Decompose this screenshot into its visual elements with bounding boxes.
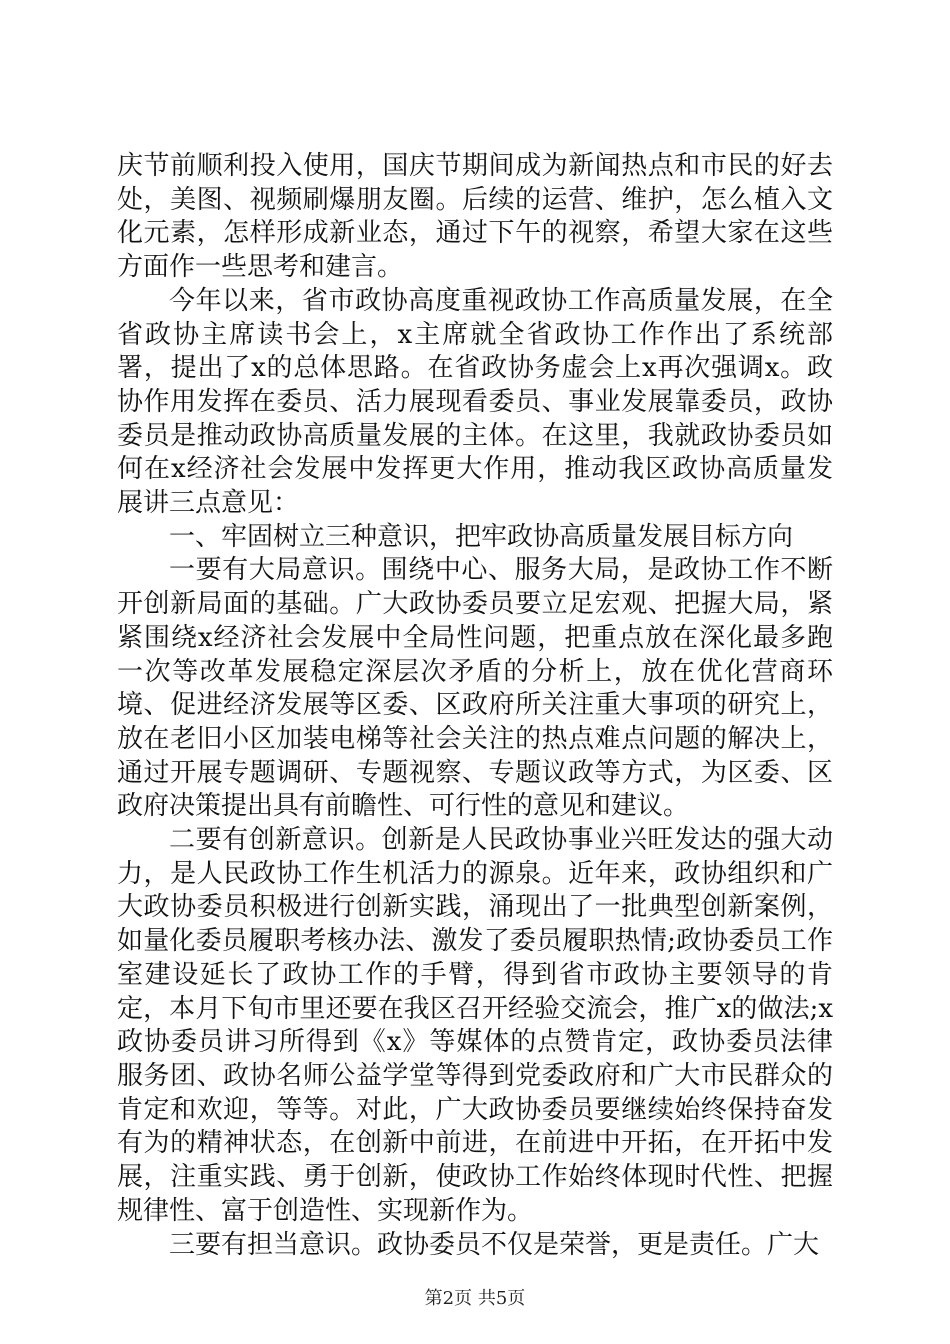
paragraph-continuation: 庆节前顺利投入使用，国庆节期间成为新闻热点和市民的好去处，美图、视频刷爆朋友圈。后续的运营、维护，怎么植入文化元素，怎样形成新业态，通过下午的视察，希望大家在这些方面作一些思考和建言。	[117, 151, 833, 283]
document-body	[117, 150, 833, 1262]
section-heading-1: 一、牢固树立三种意识，把牢政协高质量发展目标方向	[169, 521, 794, 552]
paragraph-overall-awareness: 一要有大局意识。围绕中心、服务大局，是政协工作不断开创新局面的基础。广大政协委员要立足宏观、把握大局，紧紧围绕x经济社会发展中全局性问题，把重点放在深化最多跑一次等改革发展稳定深层次矛盾的分析上，放在优化营商环境、促进经济发展等区委、区政府所关注重大事项的研究上，放在老旧小区加装电梯等社会关注的热点难点问题的解决上，通过开展专题调研、专题视察、专题议政等方式，为区委、区政府决策提出具有前瞻性、可行性的意见和建议。	[117, 555, 833, 822]
page-number-footer: 第2页 共5页	[424, 1288, 526, 1309]
paragraph-responsibility-awareness: 三要有担当意识。政协委员不仅是荣誉，更是责任。广大	[169, 1229, 820, 1260]
paragraph-innovation-awareness: 二要有创新意识。创新是人民政协事业兴旺发达的强大动力，是人民政协工作生机活力的源泉。近年来，政协组织和广大政协委员积极进行创新实践，涌现出了一批典型创新案例，如量化委员履职考核办法、激发了委员履职热情;政协委员工作室建设延长了政协工作的手臂，得到省市政协主要领导的肯定，本月下旬市里还要在我区召开经验交流会，推广x的做法;x政协委员讲习所得到《x》等媒体的点赞肯定，政协委员法律服务团、政协名师公益学堂等得到党委政府和广大市民群众的肯定和欢迎，等等。对此，广大政协委员要继续始终保持奋发有为的精神状态，在创新中前进，在前进中开拓，在开拓中发展，注重实践、勇于创新，使政协工作始终体现时代性、把握规律性、富于创造性、实现新作为。	[117, 825, 833, 1226]
paragraph-intro: 今年以来，省市政协高度重视政协工作高质量发展，在全省政协主席读书会上，x主席就全省政协工作作出了系统部署，提出了x的总体思路。在省政协务虚会上x再次强调x。政协作用发挥在委员、活力展现看委员、事业发展靠委员，政协委员是推动政协高质量发展的主体。在这里，我就政协委员如何在x经济社会发展中发挥更大作用，推动我区政协高质量发展讲三点意见：	[117, 285, 833, 519]
